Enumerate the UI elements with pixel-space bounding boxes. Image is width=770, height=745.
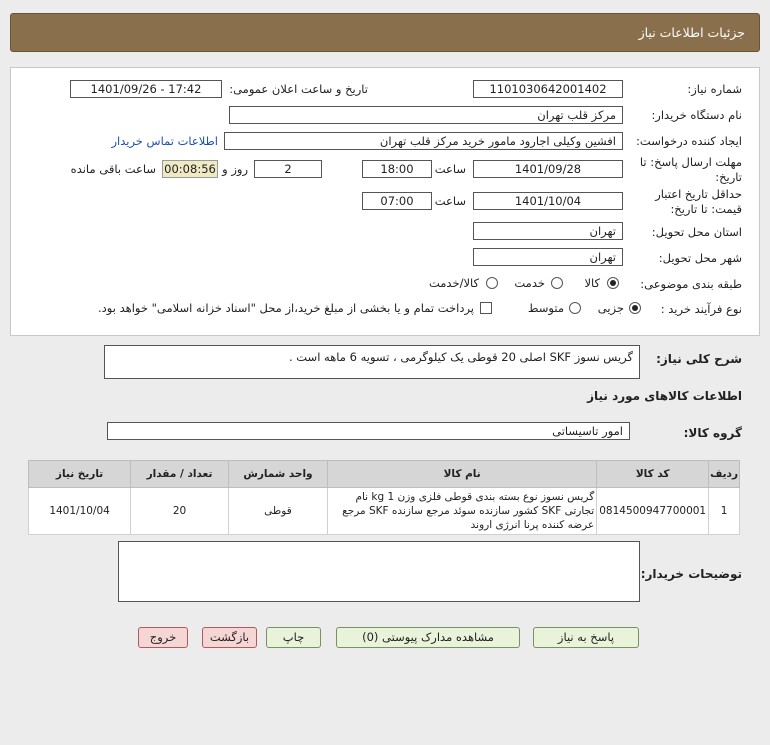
goods-section-title: اطلاعات کالاهای مورد نیاز	[587, 389, 742, 403]
row-index: 1	[709, 488, 740, 535]
province-label: استان محل تحویل:	[651, 225, 742, 239]
category-service-label: خدمت	[514, 276, 545, 290]
remaining-time-field: 00:08:56	[162, 160, 218, 178]
treasury-payment-checkbox[interactable]	[480, 302, 492, 314]
process-label: نوع فرآیند خرید :	[660, 302, 742, 316]
category-goods-radio[interactable]	[607, 277, 619, 289]
row-qty: 20	[131, 488, 229, 535]
process-medium-radio[interactable]	[569, 302, 581, 314]
col-qty: تعداد / مقدار	[131, 461, 229, 488]
category-both-label: کالا/خدمت	[428, 276, 479, 290]
buyer-org-field: مرکز قلب تهران	[229, 106, 623, 124]
description-field: گریس نسوز SKF اصلی 20 قوطی یک کیلوگرمی ، تسویه 6 ماهه است .	[104, 345, 640, 379]
col-index: ردیف	[709, 461, 740, 488]
row-code: 0814500947700001	[597, 488, 709, 535]
deadline-time-field: 18:00	[362, 160, 432, 178]
treasury-payment-note: پرداخت تمام و یا بخشی از مبلغ خرید،از محل "اسناد خزانه اسلامی" خواهد بود.	[98, 301, 474, 315]
col-code: کد کالا	[597, 461, 709, 488]
deadline-date-field: 1401/09/28	[473, 160, 623, 178]
row-date: 1401/10/04	[29, 488, 131, 535]
buyer-org-label: نام دستگاه خریدار:	[651, 108, 742, 122]
table-row	[29, 488, 740, 535]
validity-time-field: 07:00	[362, 192, 432, 210]
days-label: روز و	[222, 162, 248, 176]
row-name: گریس نسوز نوع بسته بندی قوطی فلزی وزن 1 kg نام تجارتی SKF کشور سازنده سوئد مرجع سازنده SKF مرجع عرضه کننده پرنا انرژی اروند	[328, 488, 597, 535]
buyer-contact-link[interactable]: اطلاعات تماس خریدار	[111, 134, 218, 148]
process-minor-radio[interactable]	[629, 302, 641, 314]
city-label: شهر محل تحویل:	[658, 251, 742, 265]
buyer-notes-field	[118, 541, 640, 602]
reply-button[interactable]: پاسخ به نیاز	[533, 627, 639, 648]
category-both-radio[interactable]	[486, 277, 498, 289]
description-label: شرح کلی نیاز:	[656, 352, 742, 366]
view-attachments-button[interactable]: مشاهده مدارک پیوستی (0)	[336, 627, 520, 648]
days-remaining-field: 2	[254, 160, 322, 178]
deadline-label-2: تاریخ:	[715, 170, 742, 184]
deadline-label: مهلت ارسال پاسخ: تا	[639, 155, 742, 169]
validity-time-label: ساعت	[434, 194, 466, 208]
province-field: تهران	[473, 222, 623, 240]
page-header	[10, 13, 760, 52]
announce-field: 1401/09/26 - 17:42	[70, 80, 222, 98]
requester-label: ایجاد کننده درخواست:	[636, 134, 742, 148]
need-number-label: شماره نیاز:	[687, 82, 742, 96]
goods-group-field: امور تاسیساتی	[107, 422, 630, 440]
process-minor-label: جزیی	[597, 301, 624, 315]
buyer-notes-label: توضیحات خریدار:	[640, 567, 742, 581]
city-field: تهران	[473, 248, 623, 266]
remaining-label: ساعت باقی مانده	[70, 162, 156, 176]
page-title: جزئیات اطلاعات نیاز	[638, 25, 745, 40]
validity-label-2: قیمت: تا تاریخ:	[670, 202, 742, 216]
col-date: تاریخ نیاز	[29, 461, 131, 488]
category-goods-label: کالا	[584, 276, 600, 290]
category-service-radio[interactable]	[551, 277, 563, 289]
col-name: نام کالا	[328, 461, 597, 488]
goods-table-header	[29, 461, 740, 488]
validity-date-field: 1401/10/04	[473, 192, 623, 210]
col-unit: واحد شمارش	[228, 461, 327, 488]
goods-table	[28, 460, 740, 535]
print-button[interactable]: چاپ	[266, 627, 321, 648]
announce-label: تاریخ و ساعت اعلان عمومی:	[229, 82, 368, 96]
back-button[interactable]: بازگشت	[202, 627, 257, 648]
need-number-field: 1101030642001402	[473, 80, 623, 98]
validity-label: حداقل تاریخ اعتبار	[655, 187, 742, 201]
requester-field: افشین وکیلی اجارود مامور خرید مرکز قلب تهران	[224, 132, 623, 150]
exit-button[interactable]: خروج	[138, 627, 188, 648]
process-medium-label: متوسط	[527, 301, 564, 315]
goods-group-label: گروه کالا:	[683, 426, 742, 440]
deadline-time-label: ساعت	[434, 162, 466, 176]
category-label: طبقه بندی موضوعی:	[640, 277, 742, 291]
row-unit: قوطی	[228, 488, 327, 535]
